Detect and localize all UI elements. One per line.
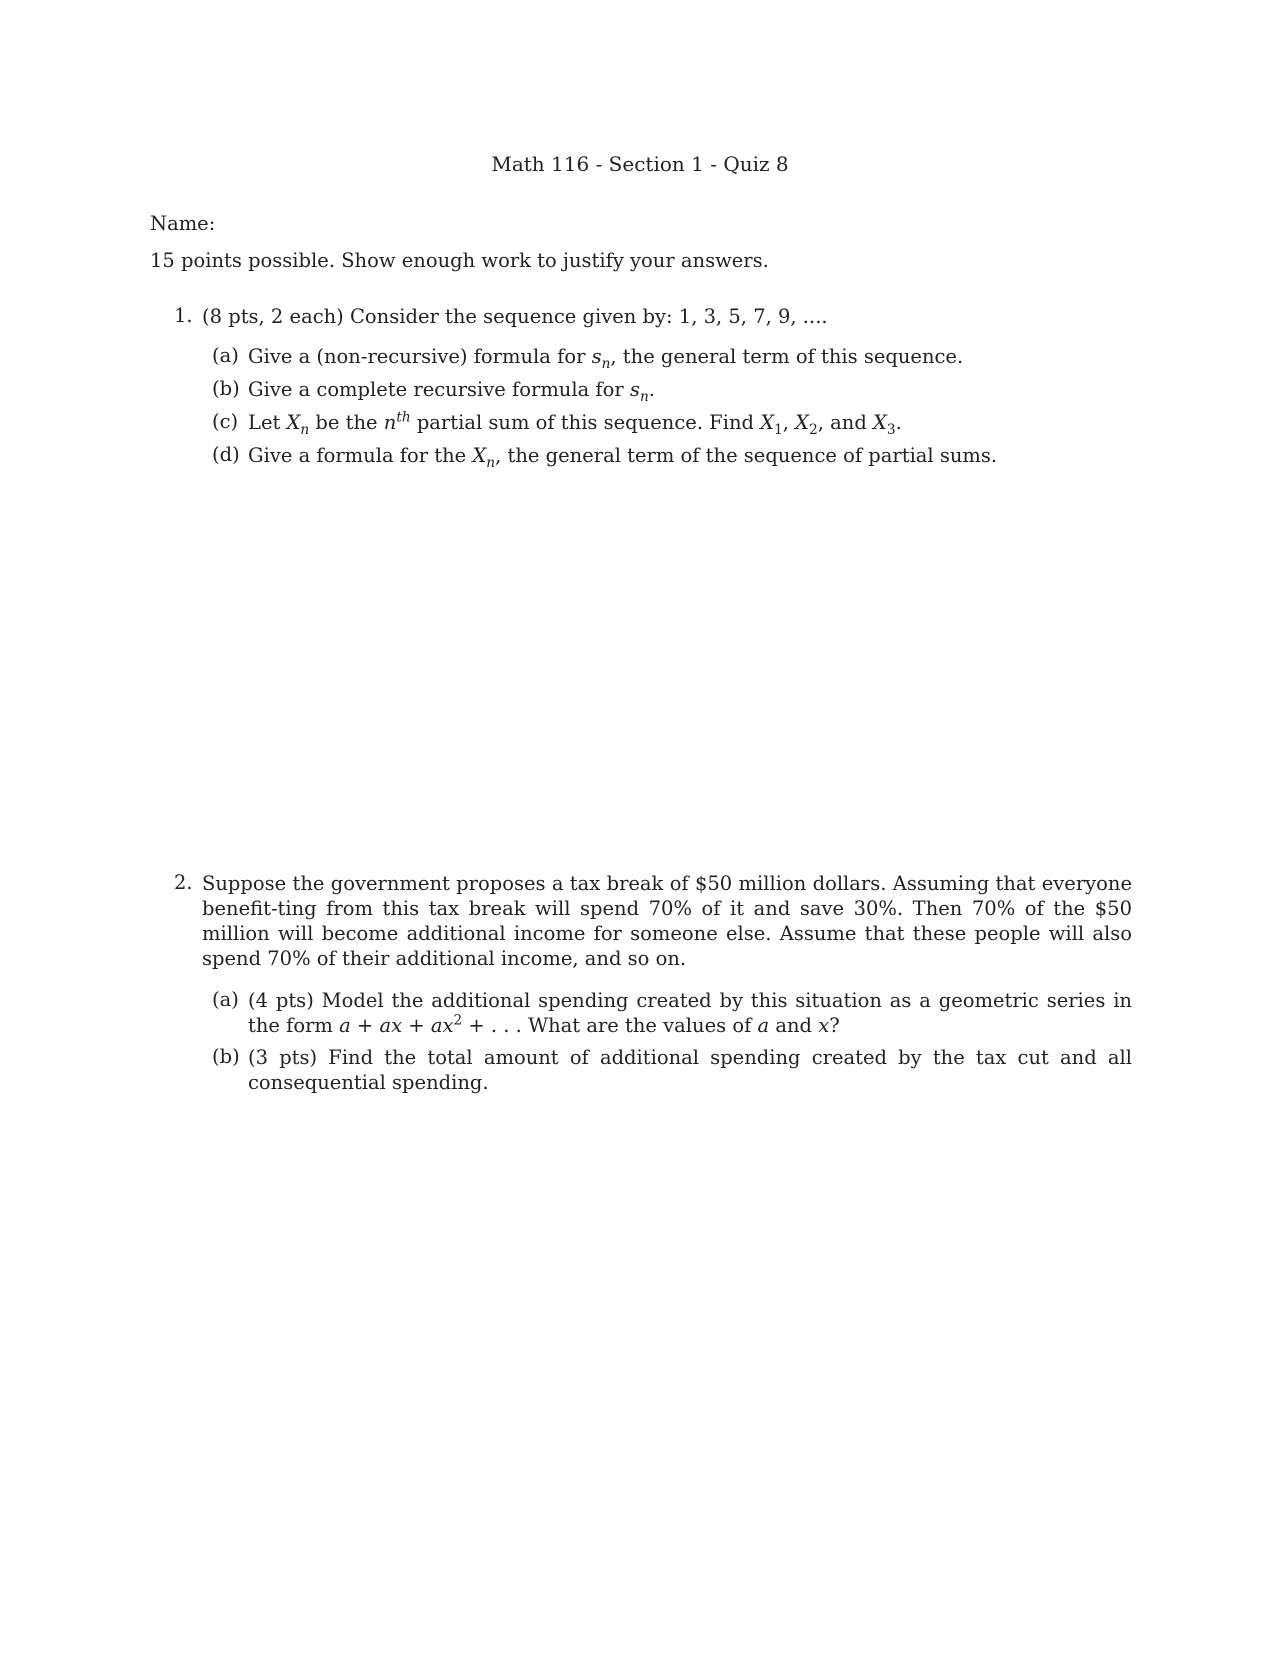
part-label: (b) (212, 377, 240, 400)
part-label: (d) (212, 443, 240, 466)
sequence-math: 1, 3, 5, 7, 9, .... (678, 305, 828, 328)
math-sub: 3 (886, 421, 896, 438)
math-var: s (591, 345, 602, 368)
math-sub: 2 (809, 421, 818, 438)
text-span: (4 pts) Model the additional spending created by this situation as a geometric series in the form (248, 989, 1132, 1037)
math-var: n (383, 411, 397, 434)
part-text (248, 409, 1132, 438)
part-label: (b) (212, 1045, 240, 1068)
text-span: , the general term of this sequence. (610, 345, 964, 368)
problem-stem (202, 304, 1132, 329)
part-d (212, 443, 1132, 471)
text-span: , and (817, 411, 874, 434)
text-span: Give a (non-recursive) formula for (248, 345, 592, 368)
math-var: X (760, 411, 775, 434)
math-var: x (818, 1014, 830, 1037)
math-var: a (757, 1014, 770, 1037)
part-b (212, 1045, 1132, 1095)
stem-text: (8 pts, 2 each) Consider the sequence given by: (202, 305, 679, 328)
part-text (248, 443, 1132, 471)
math-sub: n (300, 421, 310, 438)
math-var: X (472, 444, 487, 467)
math-formula: a + ax + ax (339, 1014, 454, 1037)
math-var: X (873, 411, 887, 434)
text-span: be the (309, 411, 384, 434)
instructions: 15 points possible. Show enough work to justify your answers. (150, 249, 769, 272)
text-span: . (648, 378, 655, 401)
math-sub: 1 (774, 421, 783, 438)
page-title: Math 116 - Section 1 - Quiz 8 (491, 152, 789, 176)
text-span: partial sum of this sequence. Find (410, 411, 761, 434)
math-var: X (795, 411, 810, 434)
text-span: and (769, 1014, 819, 1037)
text-span: , the general term of the sequence of partial sums. (495, 444, 998, 467)
problem-1 (174, 304, 1132, 329)
part-a (212, 988, 1132, 1038)
math-sub: n (601, 355, 611, 372)
part-label: (c) (212, 410, 239, 433)
math-sub: n (639, 388, 649, 405)
text-span: Give a formula for the (248, 444, 473, 467)
text-span: Give a complete recursive formula for (248, 378, 630, 401)
text-span: Let (248, 411, 287, 434)
problem-number: 2. (174, 871, 193, 894)
part-text (248, 377, 1132, 405)
part-text (248, 988, 1132, 1038)
name-label: Name: (150, 212, 216, 235)
part-text: (3 pts) Find the total amount of additional spending created by the tax cut and all consequential spending. (248, 1046, 1132, 1094)
problem-number: 1. (174, 304, 193, 327)
text-span: . (895, 411, 902, 434)
math-var: s (629, 378, 640, 401)
math-var: X (286, 411, 301, 434)
text-span: + . . . What are the values of (462, 1014, 758, 1037)
math-sup: 2 (453, 1012, 463, 1029)
problem-stem: Suppose the government proposes a tax break of $50 million dollars. Assuming that everyone benefit-ting from this tax break will spend 70% of it and save 30%. Then 70% of the $50 million will become additional income for someone else. Assume that these people will also spend 70% of their additional income, and so on. (202, 872, 1132, 970)
part-a (212, 344, 1132, 372)
text-span: ? (829, 1014, 840, 1037)
text-span: , (782, 411, 796, 434)
problem-2 (174, 871, 1132, 971)
part-b (212, 377, 1132, 405)
part-label: (a) (212, 344, 239, 367)
math-sub: n (486, 454, 496, 471)
part-text (248, 344, 1132, 372)
math-sup: th (396, 409, 411, 426)
part-label: (a) (212, 988, 239, 1011)
part-c (212, 409, 1132, 438)
